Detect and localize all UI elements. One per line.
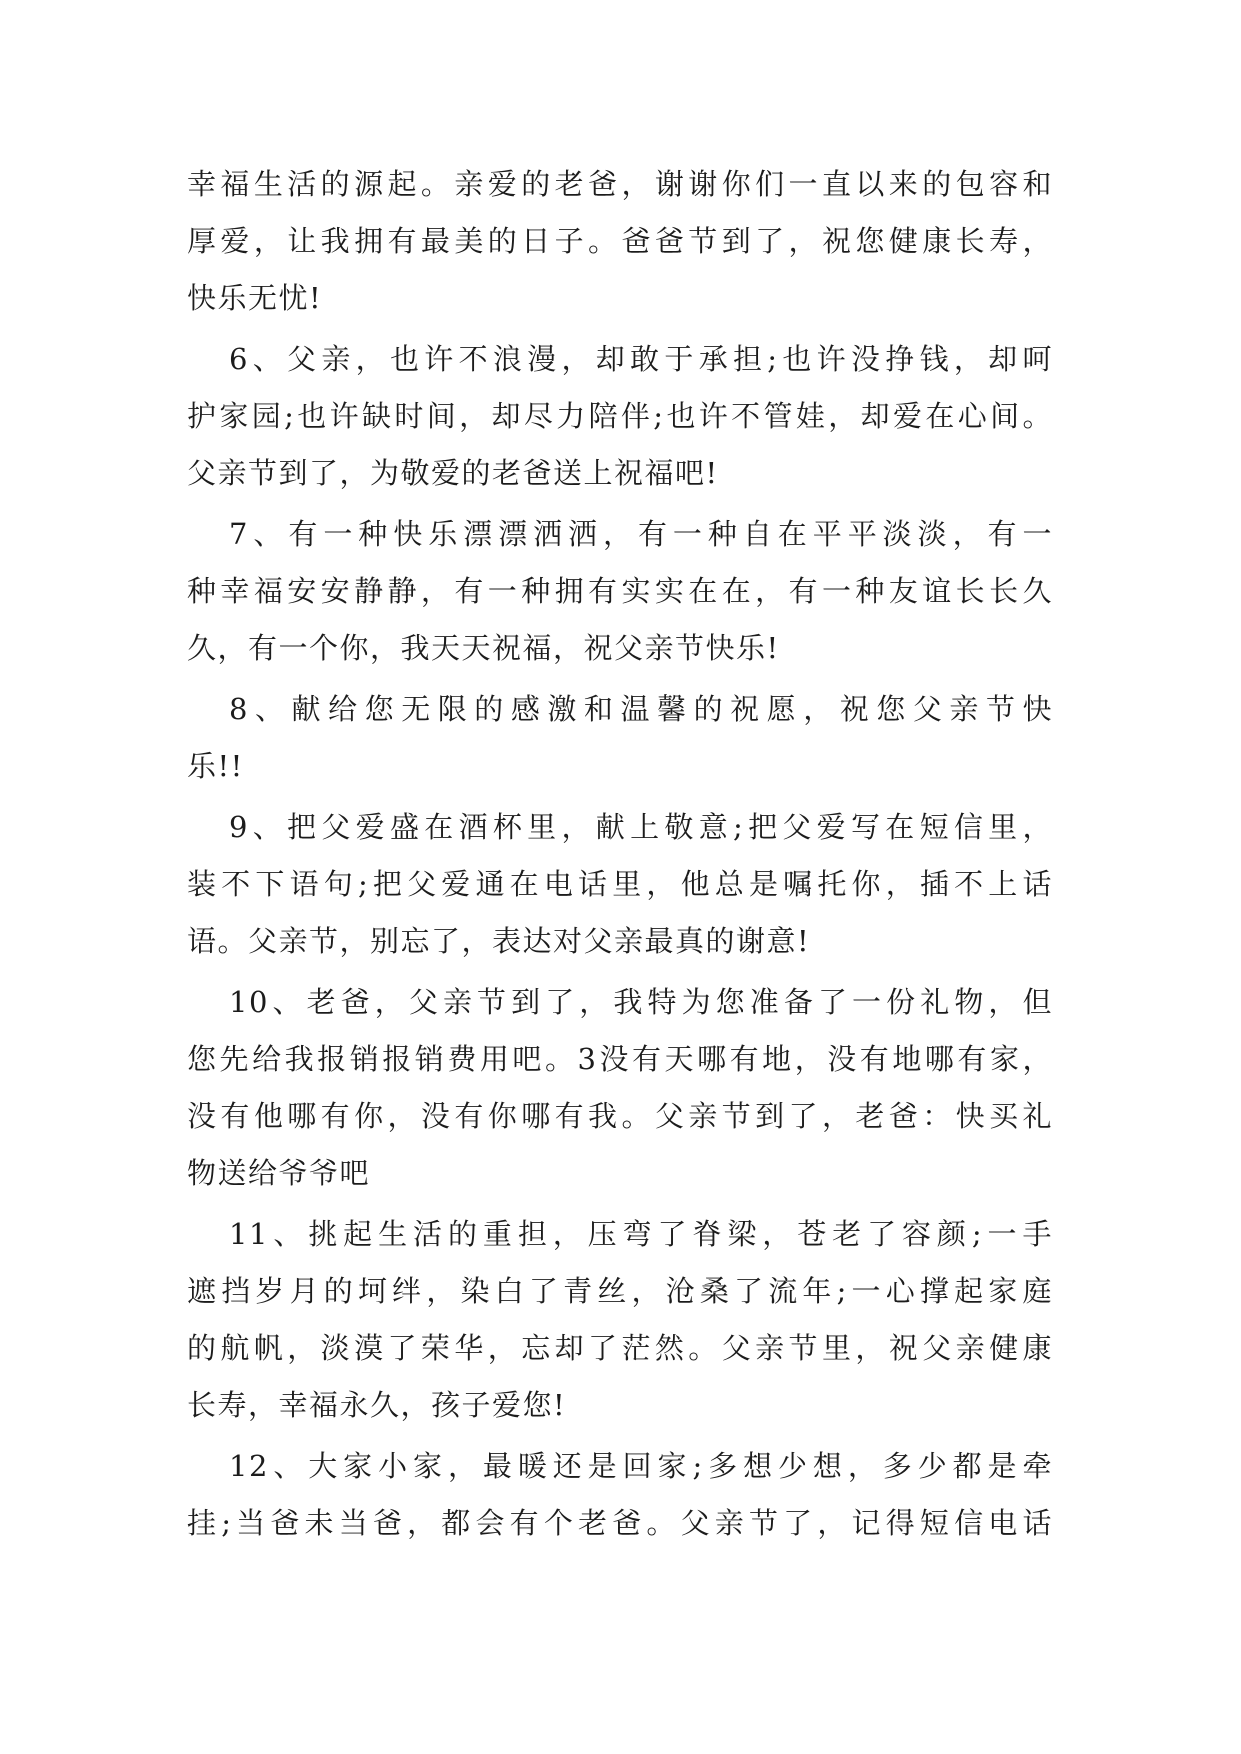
text-line: 快乐无忧!: [187, 281, 323, 315]
text-line: 11、挑起生活的重担，压弯了脊梁，苍老了容颜;一手: [229, 1217, 1053, 1251]
paragraph-item-8: [187, 681, 1053, 795]
text-line: 遮挡岁月的坷绊，染白了青丝，沧桑了流年;一心撑起家庭: [187, 1274, 1053, 1308]
text-line: 10、老爸，父亲节到了，我特为您准备了一份礼物，但: [229, 985, 1053, 1019]
paragraph-item-6: [187, 331, 1053, 502]
text-line: 物送给爷爷吧: [187, 1156, 371, 1190]
paragraph-item-12: [187, 1438, 1053, 1552]
paragraph-item-9: [187, 799, 1053, 970]
text-line: 长寿，幸福永久，孩子爱您!: [187, 1388, 567, 1422]
paragraph-continued: [187, 156, 1053, 327]
text-line: 护家园;也许缺时间，却尽力陪伴;也许不管娃，却爱在心间。: [187, 399, 1053, 433]
paragraph-item-11: [187, 1206, 1053, 1434]
text-line: 的航帆，淡漠了荣华，忘却了茫然。父亲节里，祝父亲健康: [187, 1331, 1053, 1365]
paragraph-item-10: [187, 974, 1053, 1202]
document-body: [187, 156, 1053, 1552]
text-line: 父亲节到了，为敬爱的老爸送上祝福吧!: [187, 456, 719, 490]
text-line: 挂;当爸未当爸，都会有个老爸。父亲节了，记得短信电话: [187, 1506, 1053, 1540]
text-line: 6、父亲，也许不浪漫，却敢于承担;也许没挣钱，却呵: [229, 342, 1053, 376]
text-line: 幸福生活的源起。亲爱的老爸，谢谢你们一直以来的包容和: [187, 167, 1053, 201]
text-line: 乐!!: [187, 749, 244, 783]
text-line: 语。父亲节，别忘了，表达对父亲最真的谢意!: [187, 924, 811, 958]
text-line: 8、献给您无限的感激和温馨的祝愿，祝您父亲节快: [229, 692, 1053, 726]
text-line: 12、大家小家，最暖还是回家;多想少想，多少都是牵: [229, 1449, 1053, 1483]
text-line: 您先给我报销报销费用吧。3没有天哪有地，没有地哪有家，: [187, 1042, 1053, 1076]
paragraph-item-7: [187, 506, 1053, 677]
text-line: 装不下语句;把父爱通在电话里，他总是嘱托你，插不上话: [187, 867, 1053, 901]
text-line: 久，有一个你，我天天祝福，祝父亲节快乐!: [187, 631, 780, 665]
text-line: 没有他哪有你，没有你哪有我。父亲节到了，老爸：快买礼: [187, 1099, 1053, 1133]
text-line: 种幸福安安静静，有一种拥有实实在在，有一种友谊长长久: [187, 574, 1053, 608]
text-line: 9、把父爱盛在酒杯里，献上敬意;把父爱写在短信里，: [229, 810, 1053, 844]
text-line: 厚爱，让我拥有最美的日子。爸爸节到了，祝您健康长寿，: [187, 224, 1053, 258]
text-line: 7、有一种快乐漂漂洒洒，有一种自在平平淡淡，有一: [229, 517, 1053, 551]
